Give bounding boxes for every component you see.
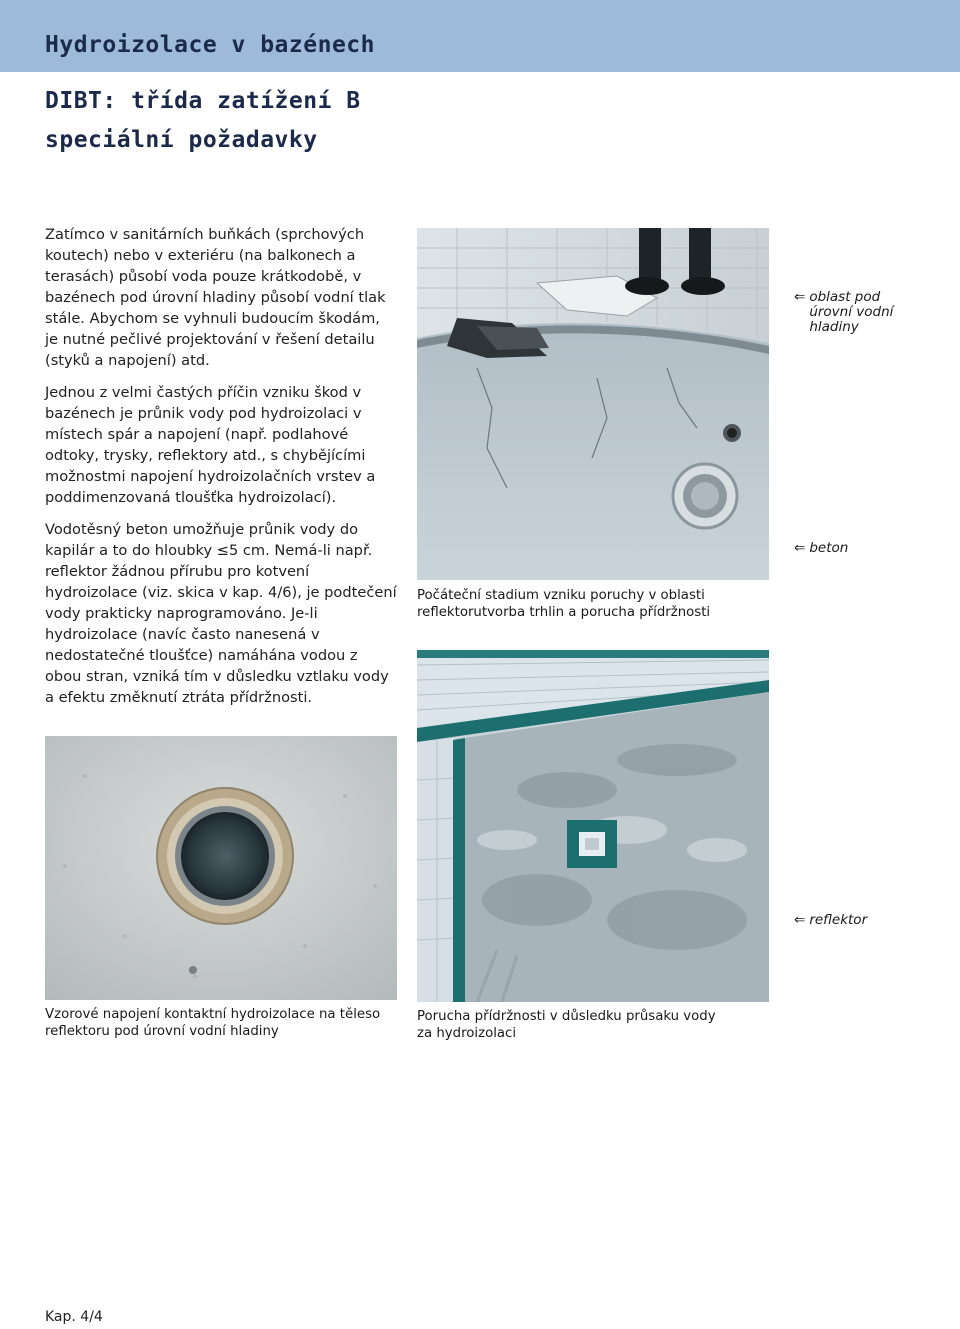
arrow-left-icon: ⇐ — [794, 912, 806, 928]
arrow-left-icon: ⇐ — [794, 289, 806, 305]
annotation-concrete — [794, 541, 848, 556]
paragraph-1: Zatímco v sanitárních buňkách (sprchových koutech) nebo v exteriéru (na balkonech a terasách) působí voda pouze krátkodobě, v bazénech pod úrovní hladiny působí vodní tlak stále. Abychom se vyhnuli budoucím škodám, je nutné pečlivé projektování v řešení detailu (styků a napojení) atd. — [45, 226, 386, 369]
caption-crack-stage: Počáteční stadium vzniku poruchy v oblasti reflektorutvorba trhlin a porucha přídržnosti — [417, 588, 711, 620]
section-subtitle-line2: speciální požadavky — [45, 127, 318, 153]
annotation-water-level — [794, 290, 893, 335]
photo-pool-floor-adhesion-failure — [417, 650, 769, 1002]
paragraph-2: Jednou z velmi častých příčin vzniku škod v bazénech je průnik vody pod hydroizolaci v místech spár a napojení (např. podlahové odtoky, trysky, reflektory atd., s chybějícími možnostmi napojení hydroizolačních vrstev a poddimenzovaná tloušťka hydroizolací). — [45, 384, 376, 506]
annotation-water-level-line1: oblast pod — [809, 289, 881, 305]
annotation-water-level-line3: hladiny — [809, 319, 859, 335]
photo-reflector-connection — [45, 736, 397, 1000]
photo-pool-wall-crack — [417, 228, 769, 580]
page-number: Kap. 4/4 — [45, 1309, 103, 1325]
annotation-concrete-label: beton — [809, 540, 849, 556]
body-text — [45, 224, 397, 719]
paragraph-3: Vodotěsný beton umožňuje průnik vody do kapilár a to do hloubky ≤5 cm. Nemá-li např. reflektor žádnou přírubu pro kotvení hydroizolace (viz. skica v kap. 4/6), je podtečení vody prakticky naprogramováno. Je-li hydroizolace (navíc často nanesená v nedostatečné tloušťce) namáhána vodou z obou stran, vzniká tím v důsledku vztlaku vody a efektu změknutí ztráta přídržnosti. — [45, 521, 397, 706]
caption-reflector-connection: Vzorové napojení kontaktní hydroizolace na těleso reflektoru pod úrovní vodní hladiny — [45, 1007, 381, 1039]
page-title: Hydroizolace v bazénech — [45, 32, 375, 58]
annotation-reflector-label: reflektor — [809, 912, 868, 928]
section-subtitle-line1: DIBT: třída zatížení B — [45, 88, 361, 114]
annotation-water-level-line2: úrovní vodní — [809, 304, 894, 320]
caption-adhesion-failure: Porucha přídržnosti v důsledku průsaku vody za hydroizolaci — [417, 1009, 716, 1041]
annotation-reflector — [794, 913, 867, 928]
arrow-left-icon: ⇐ — [794, 540, 806, 556]
